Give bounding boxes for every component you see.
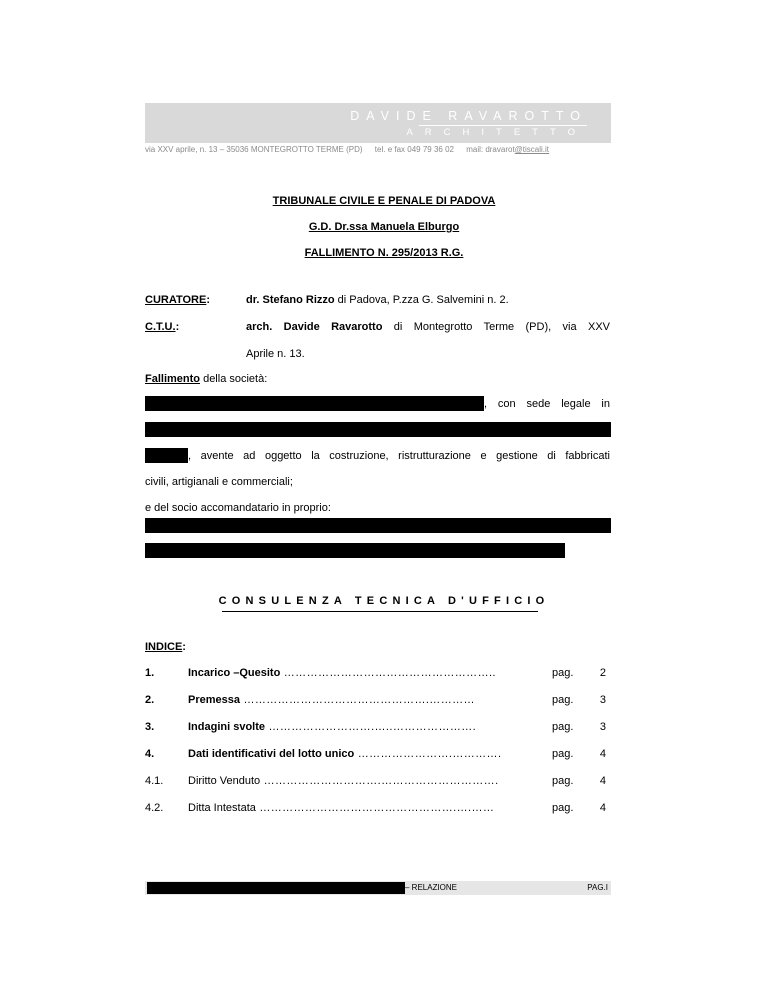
index-label: INDICE: xyxy=(145,641,186,653)
architect-title: ARCHITETTO xyxy=(406,127,587,138)
index-pag-label: pag. xyxy=(552,694,574,706)
index-leader-dots: ………………………………………….………… xyxy=(240,694,475,706)
oggetto-text-2: civili, artigianali e commerciali; xyxy=(145,476,293,488)
index-page-number: 4 xyxy=(599,748,606,760)
index-number: 4.2. xyxy=(145,802,164,814)
index-page-number: 4 xyxy=(599,802,606,814)
letterhead-address: via XXV aprile, n. 13 – 35036 MONTEGROTTO TERME (PD) xyxy=(145,145,363,154)
curatore-label: CURATORE: xyxy=(145,294,210,306)
index-pag-label: pag. xyxy=(552,721,574,733)
consulenza-rule xyxy=(222,611,538,612)
redaction-socio-1 xyxy=(145,518,611,533)
index-number: 3. xyxy=(145,721,155,733)
ctu-label: C.T.U.: xyxy=(145,321,180,333)
case-heading: FALLIMENTO N. 295/2013 R.G. xyxy=(304,247,464,259)
index-page-number: 2 xyxy=(599,667,606,679)
index-title-text: Indagini svolte xyxy=(188,721,266,733)
index-title xyxy=(188,721,476,733)
oggetto-text: , avente ad oggetto la costruzione, ristrutturazione e gestione di fabbricati xyxy=(188,450,610,462)
consulenza-title: CONSULENZA TECNICA D'UFFICIO xyxy=(218,595,550,607)
socio-text: e del socio accomandatario in proprio: xyxy=(145,502,331,514)
index-title-text: Diritto Venduto xyxy=(188,775,261,787)
index-leader-dots: ……………………………………………….. xyxy=(280,667,496,679)
index-number: 2. xyxy=(145,694,155,706)
index-number: 1. xyxy=(145,667,155,679)
index-pag-label: pag. xyxy=(552,775,574,787)
index-leader-dots: ………………………….…………………………. xyxy=(260,775,499,787)
court-heading: TRIBUNALE CIVILE E PENALE DI PADOVA xyxy=(272,195,496,207)
index-pag-label: pag. xyxy=(552,748,574,760)
index-pag-label: pag. xyxy=(552,667,574,679)
index-leader-dots: ……………………….…..…………………. xyxy=(265,721,477,733)
letterhead-contacts xyxy=(145,145,611,154)
index-leader-dots: …………………….…………. xyxy=(354,748,502,760)
letterhead-band xyxy=(145,103,611,143)
index-leader-dots: …………………………………………….….…… xyxy=(255,802,495,814)
index-title-text: Incarico –Quesito xyxy=(188,667,281,679)
footer-page-number: PAG.I xyxy=(587,883,608,892)
footer-redaction xyxy=(147,882,405,894)
footer-text: – RELAZIONE xyxy=(405,883,458,892)
index-number: 4.1. xyxy=(145,775,164,787)
email-domain-link[interactable]: @tiscali.it xyxy=(514,145,550,154)
index-page-number: 4 xyxy=(599,775,606,787)
email-prefix: mail: dravarot xyxy=(466,145,515,154)
curatore-text: dr. Stefano Rizzo di Padova, P.zza G. Salvemini n. 2. xyxy=(246,294,509,306)
index-title xyxy=(188,748,501,760)
ctu-text-line2: Aprile n. 13. xyxy=(246,348,305,360)
index-title xyxy=(188,667,496,679)
fallimento-label: Fallimento xyxy=(145,373,201,385)
redaction-address xyxy=(145,422,611,437)
index-title xyxy=(188,775,499,787)
index-pag-label: pag. xyxy=(552,802,574,814)
sede-text: , con sede legale in xyxy=(484,398,610,410)
index-title-text: Ditta Intestata xyxy=(188,802,256,814)
index-title xyxy=(188,694,475,706)
architect-name: DAVIDE RAVAROTTO xyxy=(350,109,587,123)
judge-heading: G.D. Dr.ssa Manuela Elburgo xyxy=(308,221,460,233)
index-title-text: Premessa xyxy=(188,694,240,706)
redaction-socio-2 xyxy=(145,543,565,558)
index-page-number: 3 xyxy=(599,721,606,733)
index-page-number: 3 xyxy=(599,694,606,706)
curatore-name: dr. Stefano Rizzo xyxy=(246,294,335,306)
letterhead-phone: tel. e fax 049 79 36 02 xyxy=(374,145,454,154)
letterhead-rule xyxy=(419,125,587,126)
redaction-address-end xyxy=(145,448,188,463)
letterhead-email[interactable] xyxy=(466,145,549,154)
index-title xyxy=(188,802,494,814)
ctu-name: arch. Davide Ravarotto xyxy=(246,321,383,333)
index-number: 4. xyxy=(145,748,155,760)
fallimento-intro: Fallimento della società: xyxy=(145,373,268,385)
index-title-text: Dati identificativi del lotto unico xyxy=(188,748,355,760)
redaction-company-name xyxy=(145,396,484,411)
ctu-text-line1: arch. Davide Ravarotto di Montegrotto Terme (PD), via XXV xyxy=(246,321,610,333)
